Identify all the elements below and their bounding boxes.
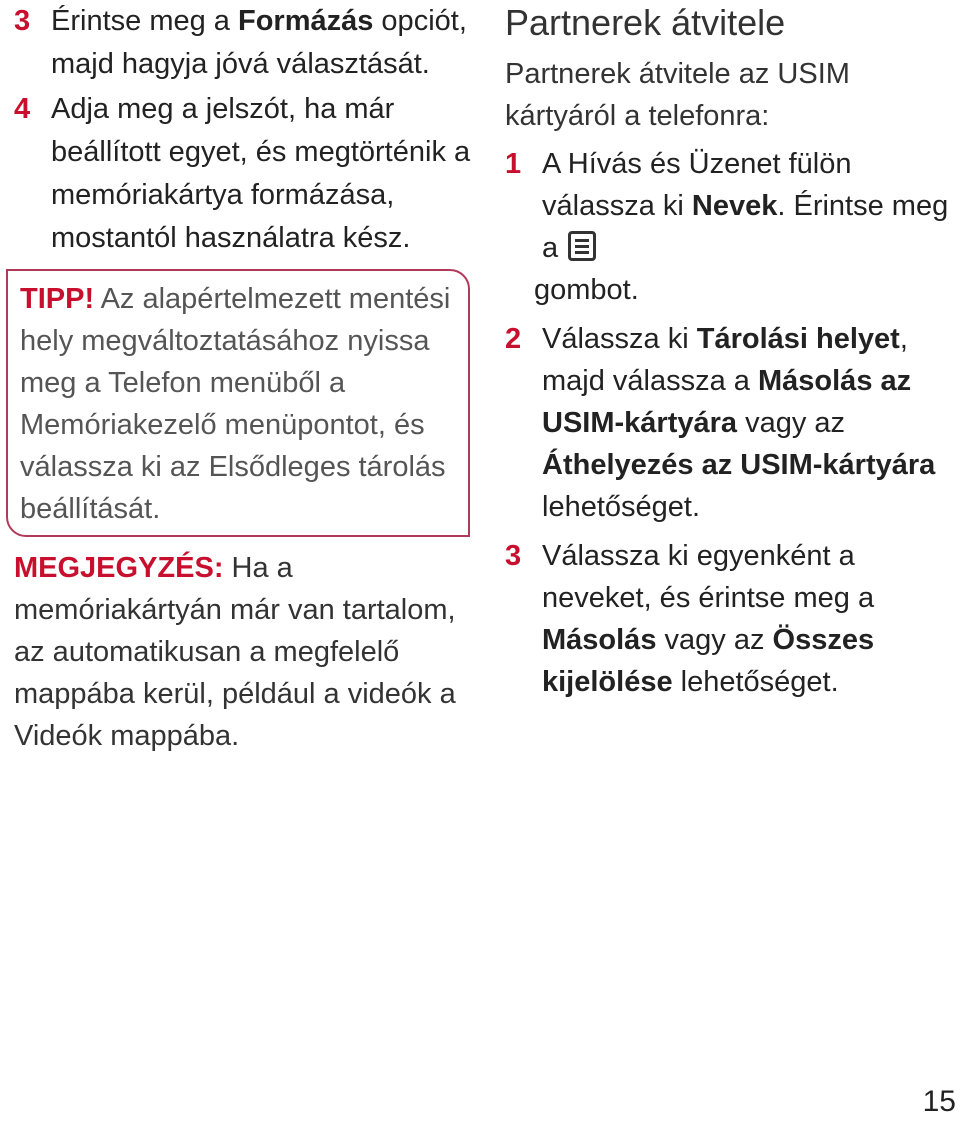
step-bold: Másolás az USIM-kártyára [542,365,912,439]
step-text: opciót, majd hagyja jóvá választását. [51,5,467,80]
step-text: Válassza ki egyenként a neveket, és érintse meg a [542,540,875,614]
step-bold: Tárolási helyet [696,323,900,355]
step-number: 2 [505,323,522,355]
step-bold: Összes kijelölése [542,624,875,698]
step-number: 4 [14,93,31,125]
step-text: vagy az [656,624,773,656]
step-text: lehetőséget. [542,491,701,523]
transfer-step-1 [505,143,960,311]
menu-icon [568,231,596,261]
left-column [14,0,484,260]
step-number: 3 [505,540,522,572]
step-number: 3 [14,5,31,37]
step-text: Adja meg a jelszót, ha már beállított egyet, és megtörténik a memóriakártya formázása, mostantól használatra kész. [51,93,471,254]
note-text: Ha a memóriakártyán már van tartalom, az automatikusan a megfelelő mappába kerül, például a videók a Videók mappába. [14,552,456,752]
step-bold: Nevek [691,190,778,222]
tip-text: Az alapértelmezett mentési hely megváltoztatásához nyissa meg a Telefon menüből a Memóriakezelő menüpontot, és válassza ki az Elsődleges tárolás beállítását. [20,283,451,525]
step-text: Válassza ki [542,323,697,355]
step-text: , majd válassza a [542,323,908,397]
transfer-step-3 [505,535,960,703]
note-label: MEGJEGYZÉS: [14,552,224,584]
step-bold: Másolás [542,624,657,656]
step-text: A Hívás és Üzenet fülön válassza ki [542,148,852,222]
page-number: 15 [922,1085,956,1118]
step-text: gombot. [534,274,639,306]
tip-label: TIPP! [20,283,95,315]
step-3 [14,0,484,86]
step-bold: Áthelyezés az USIM-kártyára [542,449,936,481]
section-intro: Partnerek átvitele az USIM kártyáról a telefonra: [505,58,850,132]
note [14,547,474,757]
transfer-steps [505,143,960,710]
step-text: vagy az [737,407,846,439]
step-text: Érintse meg a [51,5,238,37]
step-text: . Érintse meg a [542,190,949,264]
step-number: 1 [505,148,522,180]
step-bold: Formázás [237,5,374,37]
section-heading: Partnerek átvitele [505,2,786,43]
transfer-step-2 [505,318,960,528]
step-text: lehetőséget. [672,666,839,698]
step-4 [14,88,484,260]
tip [20,278,460,530]
